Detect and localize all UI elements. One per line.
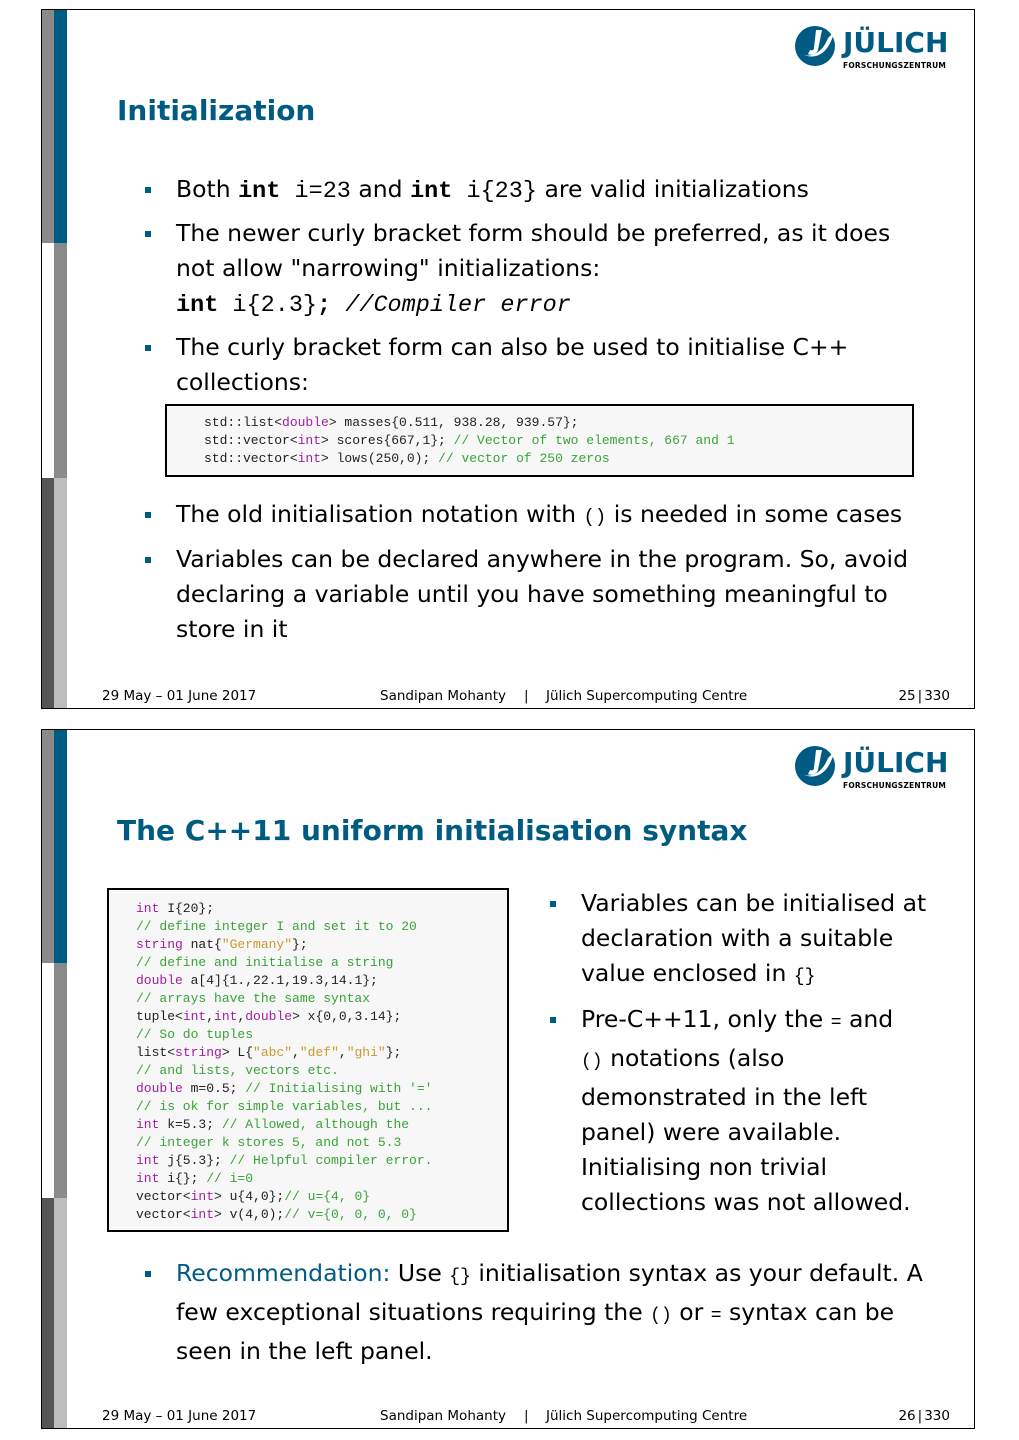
bullet-list bbox=[176, 172, 916, 407]
code-token: > masses{0.511, 938.28, 939.57}; bbox=[328, 415, 579, 430]
bullet-text: syntax can be seen in the left panel. bbox=[176, 1298, 895, 1365]
page-number bbox=[898, 688, 950, 704]
stripe-segment bbox=[54, 1198, 67, 1429]
recommendation-label: Recommendation: bbox=[176, 1259, 391, 1287]
code-token: I{20}; bbox=[159, 901, 215, 916]
code-token: , bbox=[237, 1009, 246, 1024]
code-token: > v(4,0); bbox=[214, 1207, 285, 1222]
inline-code: ; bbox=[317, 292, 332, 319]
stripe-segment bbox=[42, 730, 54, 963]
page-separator: | bbox=[917, 688, 923, 704]
code-keyword: int bbox=[297, 433, 322, 448]
bullet-text: Variables can be declared anywhere in the program. So, avoid declaring a variable until you have something meaningful to store in it bbox=[176, 545, 908, 643]
code-line bbox=[136, 1206, 507, 1224]
bullet-text: is needed in some cases bbox=[606, 500, 903, 528]
code-comment: // define integer I and set it to 20 bbox=[136, 919, 417, 934]
code-line bbox=[136, 1188, 507, 1206]
code-comment: // is ok for simple variables, but ... bbox=[136, 1099, 433, 1114]
code-line bbox=[204, 414, 912, 432]
stripe-segment bbox=[54, 730, 67, 963]
code-keyword: double bbox=[245, 1009, 293, 1024]
footer-presenter: Sandipan Mohanty bbox=[380, 688, 506, 704]
bullet-marker bbox=[550, 1017, 556, 1023]
code-line bbox=[136, 1152, 507, 1170]
code-comment: // define and initialise a string bbox=[136, 955, 394, 970]
code-line bbox=[136, 1080, 507, 1098]
stripe-segment bbox=[54, 478, 67, 709]
page-total: 330 bbox=[924, 688, 950, 704]
code-line bbox=[136, 1026, 507, 1044]
code-keyword: double bbox=[282, 415, 329, 430]
code-token: > u{4,0}; bbox=[214, 1189, 285, 1204]
inline-code: {} bbox=[449, 1267, 471, 1287]
side-stripe bbox=[42, 730, 67, 1428]
page-current: 26 bbox=[898, 1408, 916, 1424]
inline-code: () bbox=[581, 1052, 603, 1072]
code-token: j{5.3}; bbox=[159, 1153, 230, 1168]
juelich-logo bbox=[792, 24, 950, 76]
code-line bbox=[204, 432, 912, 450]
stripe-segment bbox=[42, 243, 54, 478]
code-string: "def" bbox=[299, 1045, 339, 1060]
page-total: 330 bbox=[924, 1408, 950, 1424]
code-line bbox=[136, 1062, 507, 1080]
bullet-text: Pre-C++11, only the bbox=[581, 1005, 831, 1033]
stripe-segment bbox=[54, 243, 67, 478]
bullet-marker bbox=[145, 345, 151, 351]
code-token: , bbox=[206, 1009, 215, 1024]
footer-separator: | bbox=[524, 688, 529, 704]
code-token: > lows(250,0); bbox=[321, 451, 439, 466]
bullet-item bbox=[176, 172, 916, 209]
footer-date: 29 May – 01 June 2017 bbox=[102, 1408, 257, 1424]
code-line bbox=[136, 918, 507, 936]
bullet-item bbox=[176, 497, 916, 535]
code-keyword: int bbox=[190, 1189, 215, 1204]
inline-code-comment: //Compiler error bbox=[331, 292, 571, 319]
code-comment: // integer k stores 5, and not 5.3 bbox=[136, 1135, 402, 1150]
code-line bbox=[136, 936, 507, 954]
slide-title: The C++11 uniform initialisation syntax bbox=[117, 814, 748, 847]
code-comment: // Allowed, although the bbox=[221, 1117, 410, 1132]
code-token: > scores{667,1}; bbox=[321, 433, 454, 448]
code-keyword: int bbox=[214, 1009, 238, 1024]
code-comment: // So do tuples bbox=[136, 1027, 254, 1042]
code-comment: // vector of 250 zeros bbox=[438, 451, 610, 466]
code-line bbox=[136, 900, 507, 918]
bullet-item bbox=[581, 886, 941, 995]
page-number bbox=[898, 1408, 950, 1424]
code-listing bbox=[136, 900, 507, 1224]
code-comment: // Initialising with '=' bbox=[245, 1081, 433, 1096]
code-keyword: int bbox=[182, 1009, 207, 1024]
code-comment: // i=0 bbox=[206, 1171, 254, 1186]
page-separator: | bbox=[917, 1408, 923, 1424]
bullet-item bbox=[176, 216, 916, 323]
bullet-text: and bbox=[841, 1005, 894, 1033]
bullet-item bbox=[176, 330, 916, 400]
bullet-item bbox=[176, 1256, 936, 1369]
code-string: "abc" bbox=[253, 1045, 293, 1060]
code-token: std::vector< bbox=[204, 451, 298, 466]
stripe-segment bbox=[42, 10, 54, 243]
code-token: list< bbox=[136, 1045, 176, 1060]
code-token: tuple< bbox=[136, 1009, 183, 1024]
code-comment: // v={0, 0, 0, 0} bbox=[284, 1207, 417, 1222]
inline-code: i{2.3} bbox=[218, 292, 318, 319]
bullet-list bbox=[581, 886, 941, 1227]
code-keyword: int bbox=[190, 1207, 215, 1222]
code-token: k=5.3; bbox=[159, 1117, 222, 1132]
code-line bbox=[136, 1116, 507, 1134]
inline-code: i{23} bbox=[452, 178, 537, 205]
stripe-segment bbox=[54, 963, 67, 1198]
code-keyword: int bbox=[238, 178, 281, 205]
bullet-marker bbox=[145, 187, 151, 193]
code-token: , bbox=[292, 1045, 300, 1060]
code-token: std::list< bbox=[204, 415, 283, 430]
code-line bbox=[136, 1008, 507, 1026]
bullet-text: Variables can be initialised at declaration with a suitable value enclosed in bbox=[581, 889, 927, 987]
stripe-segment bbox=[42, 1198, 54, 1429]
code-token: }; bbox=[292, 937, 308, 952]
code-token: nat{ bbox=[182, 937, 222, 952]
code-token: i{}; bbox=[159, 1171, 207, 1186]
side-stripe bbox=[42, 10, 67, 708]
slide-title: Initialization bbox=[117, 94, 316, 127]
code-token: m=0.5; bbox=[182, 1081, 246, 1096]
bullet-list bbox=[176, 497, 916, 654]
code-token: std::vector< bbox=[204, 433, 298, 448]
stripe-segment bbox=[42, 478, 54, 709]
inline-code: i=23 bbox=[280, 178, 351, 205]
stripe-segment bbox=[42, 963, 54, 1198]
code-token: a[4]{1.,22.1,19.3,14.1}; bbox=[182, 973, 378, 988]
code-line bbox=[136, 1134, 507, 1152]
footer-separator: | bbox=[524, 1408, 529, 1424]
footer-institution: Jülich Supercomputing Centre bbox=[546, 1408, 748, 1424]
bullet-text: Both bbox=[176, 175, 239, 203]
code-keyword: string bbox=[175, 1045, 222, 1060]
footer-presenter: Sandipan Mohanty bbox=[380, 1408, 506, 1424]
code-keyword: int bbox=[297, 451, 322, 466]
code-keyword: int bbox=[410, 178, 453, 205]
code-keyword: int bbox=[176, 292, 219, 319]
inline-code: () bbox=[650, 1306, 672, 1326]
code-line bbox=[136, 990, 507, 1008]
code-line bbox=[136, 954, 507, 972]
slide-26 bbox=[41, 729, 975, 1429]
logo-subtitle: FORSCHUNGSZENTRUM bbox=[843, 781, 947, 790]
bullet-marker bbox=[145, 1271, 151, 1277]
bullet-marker bbox=[145, 512, 151, 518]
code-token: }; bbox=[385, 1045, 402, 1060]
page-current: 25 bbox=[898, 688, 916, 704]
code-keyword: int bbox=[136, 1171, 160, 1186]
code-keyword: string bbox=[136, 937, 183, 952]
inline-code: {} bbox=[793, 967, 816, 987]
bullet-text: and bbox=[350, 175, 411, 203]
code-string: "ghi" bbox=[346, 1045, 386, 1060]
bullet-marker bbox=[145, 557, 151, 563]
inline-code: = bbox=[710, 1306, 722, 1326]
code-comment: // u={4, 0} bbox=[284, 1189, 371, 1204]
stripe-segment bbox=[54, 10, 67, 243]
bullet-item bbox=[581, 1002, 941, 1220]
logo-subtitle: FORSCHUNGSZENTRUM bbox=[843, 61, 947, 70]
footer-institution: Jülich Supercomputing Centre bbox=[546, 688, 748, 704]
code-comment: // arrays have the same syntax bbox=[136, 991, 371, 1006]
juelich-swoosh-icon bbox=[792, 24, 840, 70]
bullet-text: The curly bracket form can also be used to initialise C++ collections: bbox=[176, 333, 849, 396]
code-line bbox=[136, 1044, 507, 1062]
code-keyword: double bbox=[136, 1081, 183, 1096]
code-keyword: double bbox=[136, 973, 183, 988]
logo-wordmark: JÜLICH bbox=[843, 746, 949, 779]
code-string: "Germany" bbox=[221, 937, 293, 952]
bullet-item bbox=[176, 542, 916, 647]
code-line bbox=[136, 1170, 507, 1188]
inline-code: = bbox=[830, 1013, 842, 1033]
code-comment: // Vector of two elements, 667 and 1 bbox=[453, 433, 735, 448]
bullet-text: notations (also demonstrated in the left panel) were available. Initialising non trivial collections was not allowed. bbox=[581, 1044, 911, 1216]
code-token: vector< bbox=[136, 1207, 191, 1222]
code-token: vector< bbox=[136, 1189, 191, 1204]
code-token: > L{ bbox=[221, 1045, 254, 1060]
code-line bbox=[204, 450, 912, 468]
code-token: > x{0,0,3.14}; bbox=[292, 1009, 402, 1024]
code-block bbox=[165, 404, 914, 477]
footer-date: 29 May – 01 June 2017 bbox=[102, 688, 257, 704]
code-keyword: int bbox=[136, 901, 160, 916]
code-line bbox=[136, 972, 507, 990]
bullet-marker bbox=[145, 231, 151, 237]
code-listing bbox=[204, 414, 912, 468]
bullet-text: Use bbox=[390, 1259, 450, 1287]
code-token: , bbox=[338, 1045, 347, 1060]
bullet-text: are valid initializations bbox=[537, 175, 809, 203]
code-keyword: int bbox=[136, 1117, 160, 1132]
slide-25 bbox=[41, 9, 975, 709]
juelich-logo bbox=[792, 744, 950, 796]
juelich-swoosh-icon bbox=[792, 744, 840, 790]
inline-code: () bbox=[583, 506, 607, 528]
code-line bbox=[136, 1098, 507, 1116]
code-block bbox=[107, 888, 509, 1232]
bullet-text: The old initialisation notation with bbox=[176, 500, 584, 528]
bullet-text: or bbox=[671, 1298, 711, 1326]
code-keyword: int bbox=[136, 1153, 160, 1168]
code-comment: // and lists, vectors etc. bbox=[136, 1063, 339, 1078]
code-comment: // Helpful compiler error. bbox=[229, 1153, 433, 1168]
logo-wordmark: JÜLICH bbox=[843, 26, 949, 59]
bullet-list bbox=[176, 1256, 936, 1376]
bullet-text: initialisation syntax as your default. A few exceptional situations requiring the bbox=[176, 1259, 923, 1326]
bullet-marker bbox=[550, 901, 556, 907]
bullet-text: The newer curly bracket form should be preferred, as it does not allow "narrowing" initializations: bbox=[176, 219, 891, 282]
